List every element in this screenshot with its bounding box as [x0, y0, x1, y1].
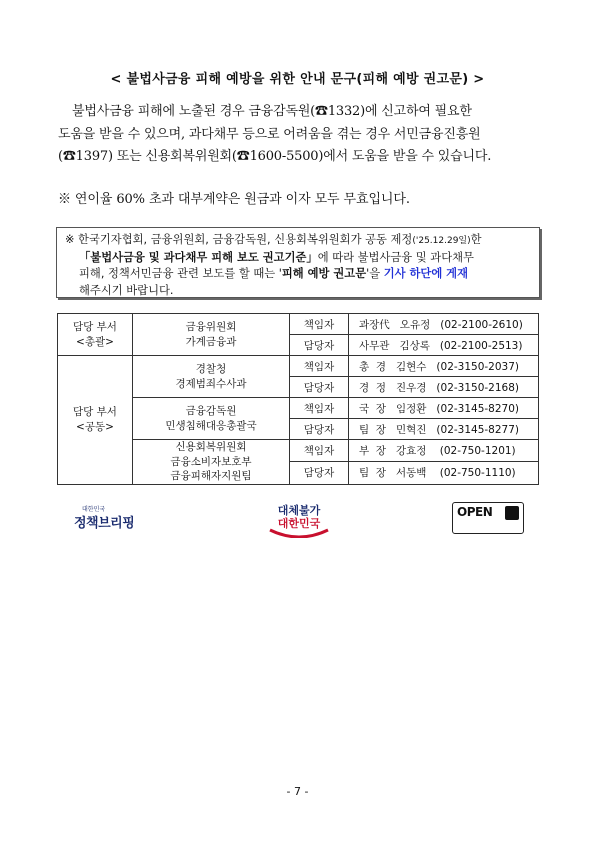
footer-logos [0, 498, 595, 538]
org-cell [133, 356, 290, 398]
contact-info-cell: 총 경 김현수 (02-3150-2037) [349, 356, 539, 377]
org-division: 경제범죄수사과 [175, 377, 247, 390]
role-cell: 책임자 [290, 440, 349, 462]
license-mark-icon [505, 506, 519, 520]
contact-info-cell: 팀 장 서동백 (02-750-1110) [349, 462, 539, 484]
contact-info-cell: 경 정 진우경 (02-3150-2168) [349, 377, 539, 398]
logo-caption: 대한민국 [82, 506, 106, 513]
org-cell [133, 398, 290, 440]
dept-label: 담당 부서 [73, 320, 117, 333]
dept-lead-cell [58, 314, 133, 356]
open-text: OPEN [457, 505, 493, 519]
contact-info-cell: 팀 장 민혁진 (02-3145-8277) [349, 419, 539, 440]
interest-note: ※ 연이율 60% 초과 대부계약은 원금과 이자 모두 무효입니다. [58, 192, 410, 207]
role-cell: 담당자 [290, 419, 349, 440]
org-team: 금융피해자지원팀 [170, 470, 252, 482]
org-division: 금융소비자보호부 [170, 455, 252, 468]
guidance-line-1: 불법사금융 피해에 노출된 경우 금융감독원(☎1332)에 신고하여 필요한 [72, 104, 472, 119]
role-cell: 책임자 [290, 398, 349, 419]
dept-type: <공동> [76, 420, 114, 433]
table-row [58, 314, 539, 335]
open-license-logo [452, 502, 524, 534]
logo-text: 정책브리핑 [74, 516, 135, 531]
notice-date: ('25.12.29일) [412, 236, 471, 246]
role-cell: 담당자 [290, 462, 349, 484]
notice-text: '을 [366, 267, 384, 280]
role-cell: 담당자 [290, 377, 349, 398]
notice-line-3 [65, 266, 531, 283]
org-division: 가계금융과 [185, 335, 237, 348]
slogan-line-1: 대체불가 [277, 504, 321, 517]
role-cell: 책임자 [290, 314, 349, 335]
contact-info-cell: 부 장 강효정 (02-750-1201) [349, 440, 539, 462]
guidance-line-3: (☎1397) 또는 신용회복위원회(☎1600-5500)에서 도움을 받을 수 있습니다. [58, 149, 492, 164]
guidance-line-2: 도움을 받을 수 있으며, 과다채무 등으로 어려움을 겪는 경우 서민금융진흥원 [58, 126, 481, 142]
notice-line-1 [65, 232, 531, 250]
advisory-name: 피해 예방 권고문 [281, 267, 367, 280]
contact-info-cell: 과장代 오유정 (02-2100-2610) [349, 314, 539, 335]
dept-label: 담당 부서 [73, 405, 117, 418]
org-name: 경찰청 [195, 363, 227, 375]
notice-text: 한 [470, 233, 482, 246]
contact-info-cell: 사무관 김상록 (02-2100-2513) [349, 335, 539, 356]
role-cell: 담당자 [290, 335, 349, 356]
org-name: 금융위원회 [185, 321, 237, 333]
notice-line-2 [65, 250, 531, 267]
org-division: 민생침해대응총괄국 [165, 419, 257, 432]
slogan-line-2: 대한민국 [277, 517, 321, 530]
dept-joint-cell [58, 356, 133, 485]
contacts-table [57, 313, 539, 485]
contact-info-cell: 국 장 임정환 (02-3145-8270) [349, 398, 539, 419]
policy-briefing-logo [74, 504, 154, 534]
page-number: - 7 - [286, 785, 309, 798]
notice-line-4: 해주시기 바랍니다. [79, 283, 174, 297]
table-row [58, 356, 539, 377]
guideline-name: 「불법사금융 및 과다채무 피해 보도 권고기준」 [79, 250, 318, 264]
slogan-emblem-icon [266, 500, 332, 538]
guidance-paragraph [58, 101, 538, 169]
org-cell [133, 440, 290, 485]
slogan-logo [266, 500, 332, 538]
role-cell: 책임자 [290, 356, 349, 377]
page-title: < 불법사금융 피해 예방을 위한 안내 문구(피해 예방 권고문) > [110, 72, 485, 87]
org-cell [133, 314, 290, 356]
press-notice-box [56, 227, 540, 298]
org-name: 금융감독원 [185, 405, 237, 417]
notice-text: ※ 한국기자협회, 금융위원회, 금융감독원, 신용회복위원회가 공동 제정 [65, 233, 413, 246]
highlight-text: 기사 하단에 게재 [383, 267, 469, 280]
org-name: 신용회복위원회 [175, 441, 247, 453]
notice-text: 피해, 정책서민금융 관련 보도를 할 때는 ' [79, 267, 282, 280]
dept-type: <총괄> [76, 335, 114, 348]
notice-text: 에 따라 불법사금융 및 과다채무 [317, 250, 474, 264]
